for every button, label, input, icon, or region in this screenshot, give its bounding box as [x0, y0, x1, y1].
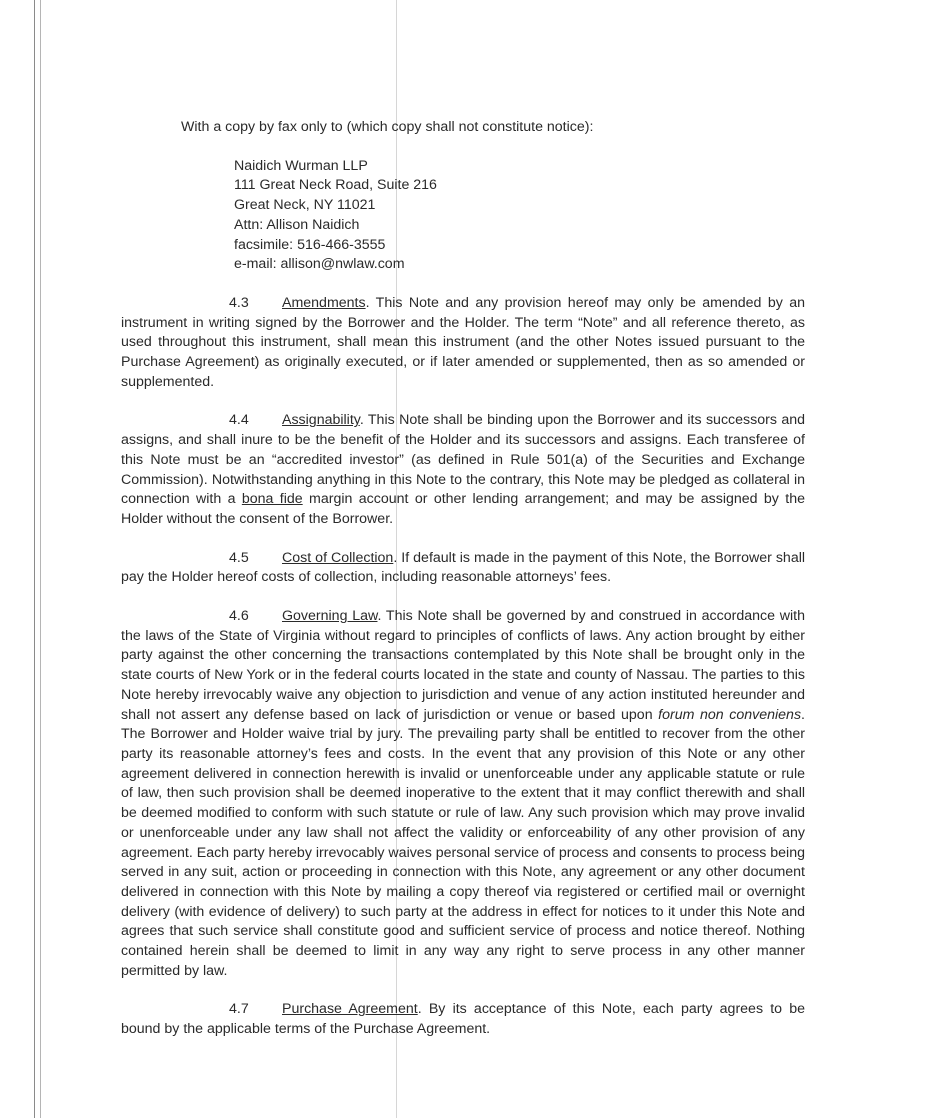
- section-body: . By its acceptance of this Note, each party agrees to be bound by the applicable terms of the Purchase Agreement.: [121, 1001, 805, 1038]
- section-number: 4.4: [229, 412, 249, 429]
- section-body: . This Note and any provision hereof may only be amended by an instrument in writing signed by the Borrower and the Holder. The term “Note” and all reference thereto, as used throughout this instrument, shall mean this instrument (and the other Notes issued pursuant to the Purchase Agreement) as originally executed, or if later amended or supplemented, then as so amended or supplemented.: [121, 294, 805, 390]
- section-number: 4.6: [229, 608, 249, 625]
- section-4-3-amendments: [121, 294, 805, 393]
- copy-notice-line: With a copy by fax only to (which copy shall not constitute notice):: [181, 119, 594, 135]
- section-title: Assignability: [282, 412, 360, 429]
- section-body: . This Note shall be binding upon the Borrower and its successors and assigns, and shall inure to be the benefit of the Holder and its successors and assigns. Each transferee of this Note must be an “accredited investor” (as defined in Rule 501(a) of the Securities and Exchange Commission). Notwithstanding anything in this Note to the contrary, this Note may be pledged as collateral in connection with a: [121, 412, 805, 508]
- section-title: Purchase Agreement: [282, 1001, 418, 1018]
- section-title: Governing Law: [282, 608, 378, 625]
- section-body: . If default is made in the payment of this Note, the Borrower shall pay the Holder hereof costs of collection, including reasonable attorneys’ fees.: [121, 549, 806, 586]
- address-city: Great Neck, NY 11021: [234, 197, 376, 214]
- address-attn: Attn: Allison Naidich: [234, 216, 360, 233]
- section-title: Cost of Collection: [282, 549, 394, 566]
- address-fax: facsimile: 516-466-3555: [234, 236, 386, 253]
- section-body-cont: margin account or other lending arrangement; and may be assigned by the Holder without the consent of the Borrower.: [121, 491, 805, 527]
- section-title: Amendments: [282, 294, 366, 311]
- section-4-7-purchase-agreement: [121, 1000, 805, 1039]
- section-number: 4.3: [229, 294, 249, 311]
- section-4-6-governing-law: [121, 607, 805, 981]
- section-4-5-cost-of-collection: [121, 549, 805, 588]
- address-street: 111 Great Neck Road, Suite 216: [234, 177, 437, 194]
- section-number: 4.5: [229, 549, 249, 566]
- section-body-cont: . The Borrower and Holder waive trial by jury. The prevailing party shall be entitled to recover from the other party its reasonable attorney’s fees and costs. In the event that any provision of this Note or any other agreement delivered in connection herewith is invalid or unenforceable under any applicable statute or rule of law, then such provision shall be deemed inoperative to the extent that it may conflict therewith and shall be deemed modified to conform with such statute or rule of law. Any such provision which may prove invalid or unenforceable under any law shall not affect the validity or enforceability of any other provision of any agreement. Each party hereby irrevocably waives personal service of process and consents to process being served in any suit, action or proceeding in connection with this Note, any agreement or any other document delivered in connection with this Note by mailing a copy thereof via registered or certified mail or overnight delivery (with evidence of delivery) to such party at the address in effect for notices to it under this Note and agrees that such service shall constitute good and sufficient service of process and notice thereof. Nothing contained herein shall be deemed to limit in any way any right to serve process in any other manner permitted by law.: [121, 706, 805, 979]
- scan-edge-line: [34, 0, 35, 1118]
- notice-address-block: [234, 157, 805, 275]
- document-page: [121, 118, 805, 1054]
- address-email: e-mail: allison@nwlaw.com: [234, 256, 405, 273]
- scan-edge-line-inner: [40, 0, 41, 1118]
- section-4-4-assignability: [121, 411, 805, 529]
- address-firm: Naidich Wurman LLP: [234, 157, 368, 174]
- section-body-italic: forum non conveniens: [658, 706, 802, 723]
- section-body-underlined: bona fide: [241, 491, 303, 508]
- section-body: . This Note shall be governed by and construed in accordance with the laws of the State of Virginia without regard to principles of conflicts of laws. Any action brought by either party against the other concerning the transactions contemplated by this Note shall be brought only in the state courts of New York or in the federal courts located in the state and county of Nassau. The parties to this Note hereby irrevocably waive any objection to jurisdiction and venue of any action instituted hereunder and shall not assert any defense based on lack of jurisdiction or venue or based upon: [121, 608, 805, 723]
- section-number: 4.7: [229, 1001, 249, 1018]
